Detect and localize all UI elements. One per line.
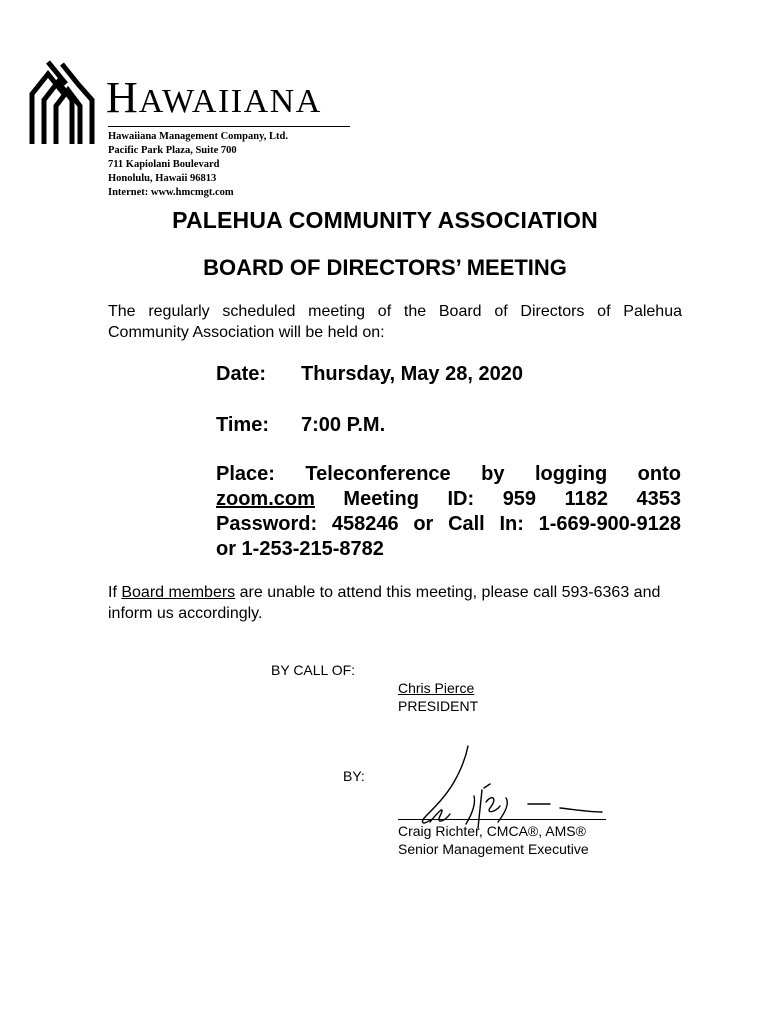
place-line-4: or 1-253-215-8782: [216, 538, 384, 560]
zoom-link[interactable]: zoom.com: [216, 488, 315, 510]
notice-suffix: are unable to attend this meeting, please call 593-6363 and inform us accordingly.: [108, 584, 661, 622]
by-call-of-label: BY CALL OF:: [271, 662, 356, 678]
place-line-2: [216, 487, 681, 512]
place-word: logging: [534, 463, 608, 485]
date-label: Date:: [216, 363, 267, 385]
place-line-1: [216, 462, 681, 487]
place-word: by: [481, 463, 505, 485]
place-details: [216, 462, 681, 562]
brand-rest: AWAIIANA: [138, 83, 322, 120]
place-word: In:: [499, 513, 524, 535]
by-label: BY:: [343, 768, 365, 784]
place-word: 959: [502, 488, 537, 510]
president-name: Chris Pierce: [398, 680, 475, 696]
time-label: Time:: [216, 414, 269, 436]
brand-initial: H: [106, 73, 139, 122]
place-word: Meeting: [343, 488, 419, 510]
hawaiiana-logo-icon: [26, 56, 98, 148]
address-line: 711 Kapiolani Boulevard: [108, 159, 220, 170]
place-word: Place:: [216, 463, 275, 485]
address-line: Internet: www.hmcmgt.com: [108, 187, 234, 198]
address-line: Pacific Park Plaza, Suite 700: [108, 145, 237, 156]
place-word: ID:: [447, 488, 475, 510]
place-word: 4353: [636, 488, 681, 510]
company-address: [108, 130, 288, 200]
document-subtitle: BOARD OF DIRECTORS’ MEETING: [203, 255, 567, 280]
company-wordmark: [106, 73, 322, 124]
document-title: PALEHUA COMMUNITY ASSOCIATION: [172, 207, 598, 233]
president-title: PRESIDENT: [398, 698, 479, 714]
date-value: Thursday, May 28, 2020: [301, 363, 523, 385]
place-word: 458246: [331, 513, 399, 535]
place-word: Teleconference: [305, 463, 451, 485]
intro-paragraph: The regularly scheduled meeting of the Board of Directors of Palehua Community Association will be held on:: [108, 303, 682, 341]
address-line: Hawaiiana Management Company, Ltd.: [108, 131, 288, 142]
place-word: onto: [637, 463, 681, 485]
address-line: Honolulu, Hawaii 96813: [108, 173, 217, 184]
time-value: 7:00 P.M.: [301, 414, 386, 436]
notice-prefix: If: [108, 584, 122, 601]
executive-name: Craig Richter, CMCA®, AMS®: [398, 823, 586, 839]
signature-line: [398, 819, 606, 820]
place-word: or: [413, 513, 434, 535]
place-word: Password:: [216, 513, 318, 535]
board-members-link[interactable]: Board members: [121, 584, 236, 601]
header-rule: [108, 126, 350, 127]
executive-title: Senior Management Executive: [398, 841, 589, 857]
place-line-3: [216, 512, 681, 537]
place-word: 1-669-900-9128: [538, 513, 681, 535]
attendance-notice: [108, 582, 682, 624]
place-word: 1182: [564, 488, 608, 510]
place-word: Call: [448, 513, 485, 535]
